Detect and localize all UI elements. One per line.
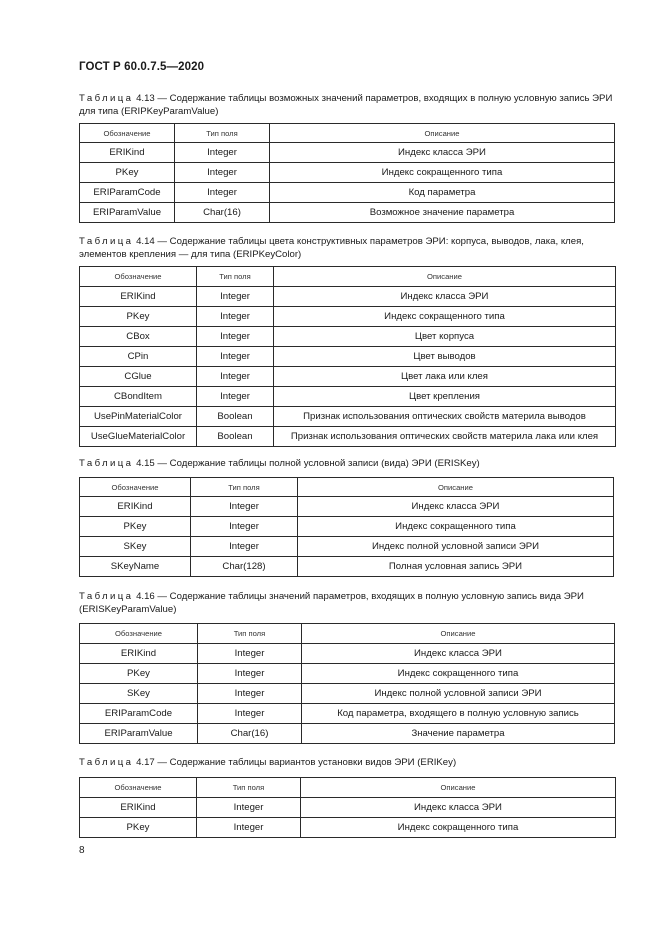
cell-field-type: Integer (198, 684, 302, 704)
table-4-16 (79, 623, 615, 744)
cell-designation: PKey (80, 517, 191, 537)
table-caption-text: 4.13 — Содержание таблицы возможных значений параметров, входящих в полную условную запись ЭРИ для типа (ERIPKeyParamValue) (79, 93, 613, 117)
column-header: Тип поля (175, 124, 270, 143)
cell-description: Код параметра (270, 183, 615, 203)
table-row (80, 517, 614, 537)
table-row (80, 664, 615, 684)
cell-field-type: Integer (197, 387, 274, 407)
cell-field-type: Integer (197, 307, 274, 327)
cell-description: Индекс класса ЭРИ (301, 798, 616, 818)
table-caption-label: Таблица (79, 591, 134, 602)
cell-field-type: Integer (191, 497, 298, 517)
cell-field-type: Char(128) (191, 557, 298, 577)
page-number: 8 (79, 845, 85, 856)
table-caption (79, 236, 614, 261)
cell-designation: ERIParamCode (80, 183, 175, 203)
table-row (80, 307, 616, 327)
table-row (80, 537, 614, 557)
cell-designation: PKey (80, 818, 197, 838)
cell-description: Индекс сокращенного типа (301, 818, 616, 838)
table-caption-text: 4.17 — Содержание таблицы вариантов установки видов ЭРИ (ERIKey) (133, 757, 457, 768)
table-row (80, 427, 616, 447)
cell-designation: CBox (80, 327, 197, 347)
cell-description: Признак использования оптических свойств материла выводов (274, 407, 616, 427)
cell-field-type: Integer (175, 163, 270, 183)
cell-field-type: Integer (197, 818, 301, 838)
cell-designation: PKey (80, 307, 197, 327)
cell-field-type: Integer (191, 517, 298, 537)
column-header: Обозначение (80, 778, 197, 798)
table-4-17 (79, 777, 616, 838)
column-header: Обозначение (80, 624, 198, 644)
cell-field-type: Boolean (197, 427, 274, 447)
column-header: Тип поля (197, 778, 301, 798)
column-header: Тип поля (191, 478, 298, 497)
column-header: Описание (270, 124, 615, 143)
cell-description: Индекс класса ЭРИ (298, 497, 614, 517)
cell-field-type: Integer (198, 664, 302, 684)
table-row (80, 347, 616, 367)
cell-designation: CPin (80, 347, 197, 367)
table-caption-label: Таблица (79, 458, 134, 469)
cell-designation: SKey (80, 684, 198, 704)
cell-designation: ERIParamCode (80, 704, 198, 724)
column-header: Обозначение (80, 478, 191, 497)
table-row (80, 644, 615, 664)
table-4-13 (79, 123, 615, 223)
cell-field-type: Boolean (197, 407, 274, 427)
table-row (80, 163, 615, 183)
table-row (80, 203, 615, 223)
cell-designation: ERIKind (80, 287, 197, 307)
cell-designation: ERIKind (80, 143, 175, 163)
column-header: Обозначение (80, 267, 197, 287)
cell-field-type: Integer (197, 347, 274, 367)
cell-designation: ERIKind (80, 497, 191, 517)
cell-designation: ERIParamValue (80, 724, 198, 744)
table-row (80, 704, 615, 724)
cell-designation: ERIParamValue (80, 203, 175, 223)
table-caption-text: 4.15 — Содержание таблицы полной условной записи (вида) ЭРИ (ERISKey) (133, 458, 480, 469)
table-caption (79, 757, 614, 770)
cell-field-type: Integer (175, 143, 270, 163)
table-row (80, 818, 616, 838)
column-header: Тип поля (197, 267, 274, 287)
cell-field-type: Integer (197, 327, 274, 347)
cell-field-type: Integer (198, 644, 302, 664)
cell-description: Индекс полной условной записи ЭРИ (302, 684, 615, 704)
table-row (80, 684, 615, 704)
cell-description: Цвет крепления (274, 387, 616, 407)
column-header: Описание (298, 478, 614, 497)
cell-description: Значение параметра (302, 724, 615, 744)
table-row (80, 724, 615, 744)
table-row (80, 798, 616, 818)
table-caption-label: Таблица (79, 757, 134, 768)
cell-designation: SKeyName (80, 557, 191, 577)
cell-field-type: Integer (191, 537, 298, 557)
cell-designation: SKey (80, 537, 191, 557)
table-row (80, 497, 614, 517)
cell-designation: PKey (80, 664, 198, 684)
cell-designation: CBondItem (80, 387, 197, 407)
table-row (80, 327, 616, 347)
cell-designation: UseGlueMaterialColor (80, 427, 197, 447)
table-row (80, 143, 615, 163)
column-header: Описание (302, 624, 615, 644)
cell-designation: UsePinMaterialColor (80, 407, 197, 427)
cell-description: Цвет выводов (274, 347, 616, 367)
cell-designation: CGlue (80, 367, 197, 387)
cell-field-type: Char(16) (175, 203, 270, 223)
table-row (80, 183, 615, 203)
cell-field-type: Char(16) (198, 724, 302, 744)
cell-designation: PKey (80, 163, 175, 183)
cell-designation: ERIKind (80, 644, 198, 664)
cell-field-type: Integer (197, 367, 274, 387)
cell-description: Индекс класса ЭРИ (302, 644, 615, 664)
cell-description: Индекс полной условной записи ЭРИ (298, 537, 614, 557)
cell-description: Признак использования оптических свойств материла лака или клея (274, 427, 616, 447)
table-caption-label: Таблица (79, 236, 134, 247)
column-header: Обозначение (80, 124, 175, 143)
cell-description: Индекс сокращенного типа (302, 664, 615, 684)
cell-description: Индекс сокращенного типа (270, 163, 615, 183)
document-header: ГОСТ Р 60.0.7.5—2020 (79, 61, 205, 73)
table-caption-text: 4.14 — Содержание таблицы цвета конструктивных параметров ЭРИ: корпуса, выводов, лака, клея, элементов крепления — для типа (ERIPKeyColor) (79, 236, 584, 260)
column-header: Описание (274, 267, 616, 287)
cell-description: Индекс сокращенного типа (274, 307, 616, 327)
cell-field-type: Integer (197, 798, 301, 818)
table-row (80, 407, 616, 427)
cell-description: Код параметра, входящего в полную условную запись (302, 704, 615, 724)
table-caption-text: 4.16 — Содержание таблицы значений параметров, входящих в полную условную запись вида ЭРИ (ERISKeyParamValue) (79, 591, 584, 615)
table-4-14 (79, 266, 616, 447)
cell-description: Индекс класса ЭРИ (270, 143, 615, 163)
table-caption (79, 458, 614, 471)
column-header: Тип поля (198, 624, 302, 644)
table-row (80, 387, 616, 407)
cell-field-type: Integer (197, 287, 274, 307)
table-row (80, 287, 616, 307)
cell-field-type: Integer (198, 704, 302, 724)
cell-designation: ERIKind (80, 798, 197, 818)
cell-description: Цвет корпуса (274, 327, 616, 347)
table-row (80, 367, 616, 387)
column-header: Описание (301, 778, 616, 798)
cell-description: Цвет лака или клея (274, 367, 616, 387)
cell-description: Индекс класса ЭРИ (274, 287, 616, 307)
cell-description: Возможное значение параметра (270, 203, 615, 223)
cell-description: Индекс сокращенного типа (298, 517, 614, 537)
table-caption (79, 93, 614, 118)
cell-description: Полная условная запись ЭРИ (298, 557, 614, 577)
table-caption (79, 591, 614, 616)
cell-field-type: Integer (175, 183, 270, 203)
table-4-15 (79, 477, 614, 577)
table-caption-label: Таблица (79, 93, 134, 104)
table-row (80, 557, 614, 577)
